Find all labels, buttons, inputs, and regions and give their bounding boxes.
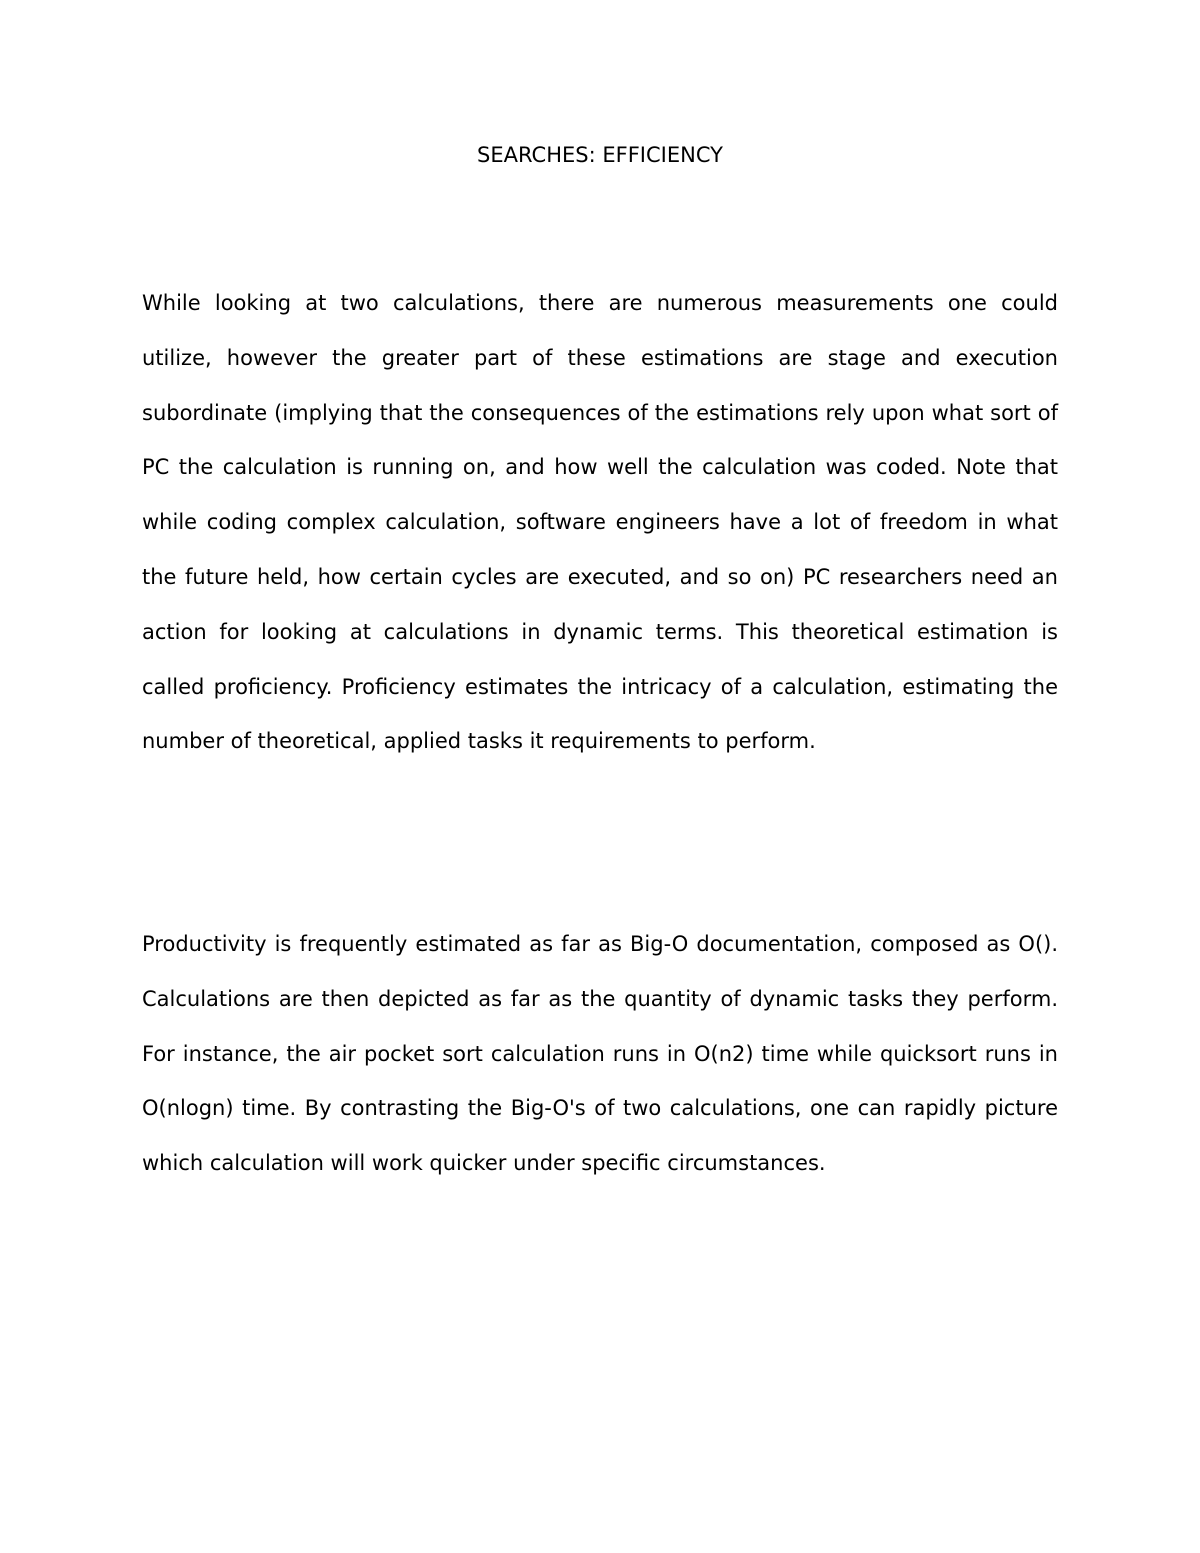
paragraph-efficiency-intro: While looking at two calculations, there are numerous measurements one could utilize, however the greater part of these estimations are stage and execution subordinate (implying that the consequences of the estimations rely upon what sort of PC the calculation is running on, and how well the calculation was coded. Note that while coding complex calculation, software engineers have a lot of freedom in what the future held, how certain cycles are executed, and so on) PC researchers need an action for looking at calculations in dynamic terms. This theoretical estimation is called proficiency. Proficiency estimates the intricacy of a calculation, estimating the number of theoretical, applied tasks it requirements to perform. bbox=[142, 291, 1058, 754]
document-title: SEARCHES: EFFICIENCY bbox=[477, 143, 723, 167]
paragraph-big-o: Productivity is frequently estimated as far as Big-O documentation, composed as O(). Calculations are then depicted as far as the quantity of dynamic tasks they perform. For instance, the air pocket sort calculation runs in O(n2) time while quicksort runs in O(nlogn) time. By contrasting the Big-O's of two calculations, one can rapidly picture which calculation will work quicker under specific circumstances. bbox=[142, 932, 1058, 1176]
